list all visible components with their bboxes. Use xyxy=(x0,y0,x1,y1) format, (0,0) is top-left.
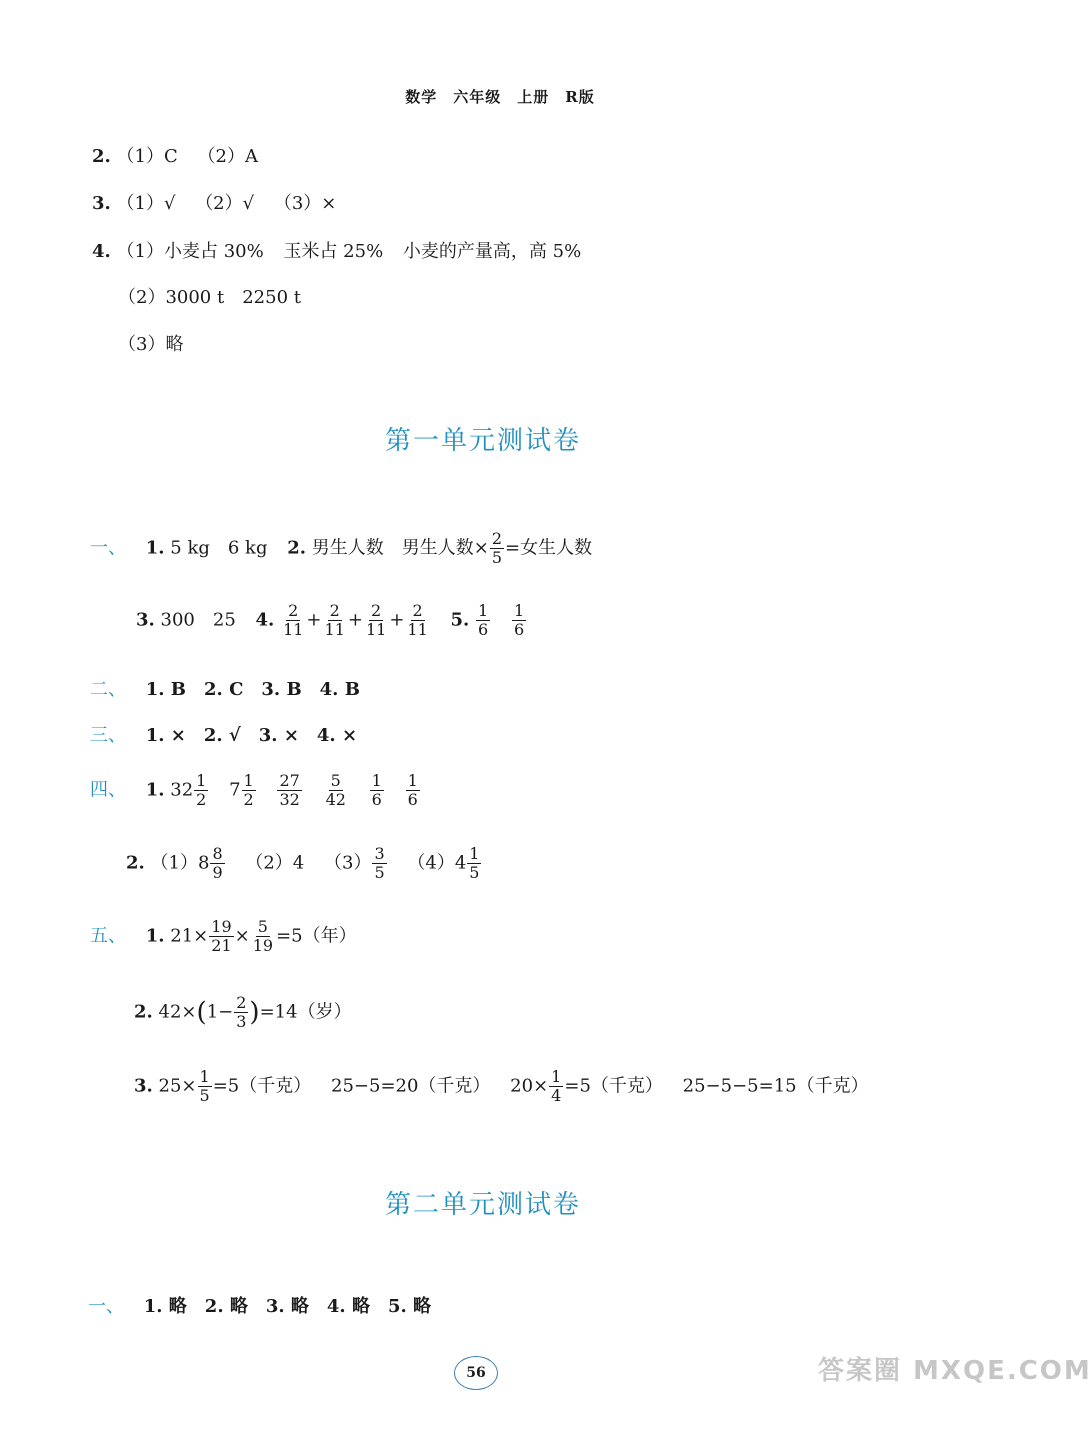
fraction: $\frac{1}{6}$ xyxy=(371,771,382,809)
answer-text: 1. 略 2. 略 3. 略 4. 略 5. 略 xyxy=(143,1296,432,1317)
answer-text: 玉米占 25% xyxy=(283,241,384,262)
answer-4-3: （3）略 xyxy=(118,334,184,355)
answer-text: （1）小麦占 30% xyxy=(116,241,264,262)
fraction: $\frac{19}{21}$ xyxy=(211,917,232,955)
q-number: 4. xyxy=(255,609,275,631)
q-number: 2. xyxy=(92,146,111,167)
fraction: $\frac{2}{5}$ xyxy=(491,529,503,567)
section-label: 一、 xyxy=(88,1296,124,1317)
answer-4-2: （2）3000 t 2250 t xyxy=(118,287,301,308)
unit1-section-3 xyxy=(90,721,357,747)
unit1-title: 第一单元测试卷 xyxy=(384,426,581,456)
answer-3 xyxy=(92,189,336,215)
fraction: $\frac{1}{5}$ xyxy=(199,1067,210,1105)
q-number: 3. xyxy=(136,609,155,631)
unit2-section-1 xyxy=(88,1292,431,1318)
unit1-section-5-line-3: 3. 25× $\frac{1}{5}$ =5（千克） 25−5=20（千克） 20× $\frac{1}{4}$ =5（千克） 25−5−5=15（千克） xyxy=(134,1067,869,1105)
fraction: $\frac{1}{4}$ xyxy=(551,1067,562,1105)
fraction: $\frac{1}{2}$ xyxy=(243,771,254,809)
fraction: $\frac{1}{6}$ xyxy=(407,771,418,809)
answer-text: 300 25 xyxy=(160,609,236,631)
fraction: $\frac{2}{11}$ xyxy=(324,601,345,639)
page-header: 数学 六年级 上册 R版 xyxy=(405,88,595,106)
answer-text: （1）C xyxy=(116,146,178,167)
answer-text: 男生人数 男生人数× xyxy=(311,537,489,559)
section-label: 一、 xyxy=(90,537,126,559)
answer-text: （1）√ xyxy=(116,193,176,214)
watermark: 答案圈 MXQE.COM xyxy=(818,1356,1092,1386)
q-number: 4. xyxy=(92,241,111,262)
fraction: $\frac{1}{2}$ xyxy=(196,771,207,809)
q-number: 3. xyxy=(134,1075,153,1097)
q-number: 5. xyxy=(450,609,470,631)
unit1-section-1-line-1 xyxy=(90,530,592,567)
section-label: 四、 xyxy=(90,779,126,801)
page-number: 56 xyxy=(454,1356,498,1390)
unit1-section-5-line-2: 2. 42×(1− $\frac{2}{3}$ )=14（岁） xyxy=(134,993,352,1031)
fraction: $\frac{5}{19}$ xyxy=(252,917,274,955)
fraction: $\frac{5}{42}$ xyxy=(325,771,346,809)
section-label: 五、 xyxy=(90,925,126,947)
q-number: 1. xyxy=(145,779,165,801)
q-number: 2. xyxy=(287,537,307,559)
answer-text: （2）A xyxy=(197,146,258,167)
fraction: $\frac{1}{5}$ xyxy=(469,844,480,882)
fraction: $\frac{1}{6}$ xyxy=(513,601,525,639)
unit1-section-4-line-2: 2. （1）8 $\frac{8}{9}$ （2）4 （3） $\frac{3}{5}$ （4）4 $\frac{1}{5}$ xyxy=(126,844,480,882)
answer-text: 1. × 2. √ 3. × 4. × xyxy=(145,725,358,746)
fraction: $\frac{8}{9}$ xyxy=(212,844,223,882)
q-number: 1. xyxy=(145,537,165,559)
answer-text: 5 kg 6 kg xyxy=(170,537,268,559)
unit1-section-4-line-1: 四、 1. 32 $\frac{1}{2}$ 7 $\frac{1}{2}$ $\frac{27}{32}$ $\frac{5}{42}$ $\frac{1}{6}$ $\frac{1}{6}$ xyxy=(90,771,418,809)
section-label: 三、 xyxy=(90,725,126,746)
section-label: 二、 xyxy=(90,679,126,700)
q-number: 3. xyxy=(92,193,111,214)
answer-4-1 xyxy=(92,237,581,263)
answer-2 xyxy=(92,142,258,168)
fraction: $\frac{27}{32}$ xyxy=(279,771,300,809)
fraction: $\frac{2}{11}$ xyxy=(407,601,428,639)
fraction: $\frac{2}{11}$ xyxy=(283,601,304,639)
fraction: $\frac{3}{5}$ xyxy=(374,844,385,882)
answer-text: 小麦的产量高，高 5% xyxy=(402,241,582,262)
unit1-section-1-line-2: 3. 300 25 4. $\frac{2}{11}$ + $\frac{2}{11}$ + $\frac{2}{11}$ + $\frac{2}{11}$ 5. $\frac{1}{6}$ $\frac{1}{6}$ xyxy=(136,601,525,639)
unit2-title: 第二单元测试卷 xyxy=(384,1190,581,1220)
unit1-section-2 xyxy=(90,675,360,701)
answer-text: 1. B 2. C 3. B 4. B xyxy=(145,679,360,700)
q-number: 2. xyxy=(134,1001,153,1023)
answer-text: =女生人数 xyxy=(505,537,593,559)
answer-text: （2）√ xyxy=(195,193,255,214)
fraction: $\frac{2}{11}$ xyxy=(365,601,387,639)
unit1-section-5-line-1: 五、 1. 21× $\frac{19}{21}$ × $\frac{5}{19}$ =5（年） xyxy=(90,917,357,955)
q-number: 1. xyxy=(145,925,165,947)
q-number: 2. xyxy=(126,852,145,874)
fraction: $\frac{1}{6}$ xyxy=(478,601,489,639)
answer-text: （3）× xyxy=(273,193,337,214)
fraction: $\frac{2}{3}$ xyxy=(236,993,247,1031)
